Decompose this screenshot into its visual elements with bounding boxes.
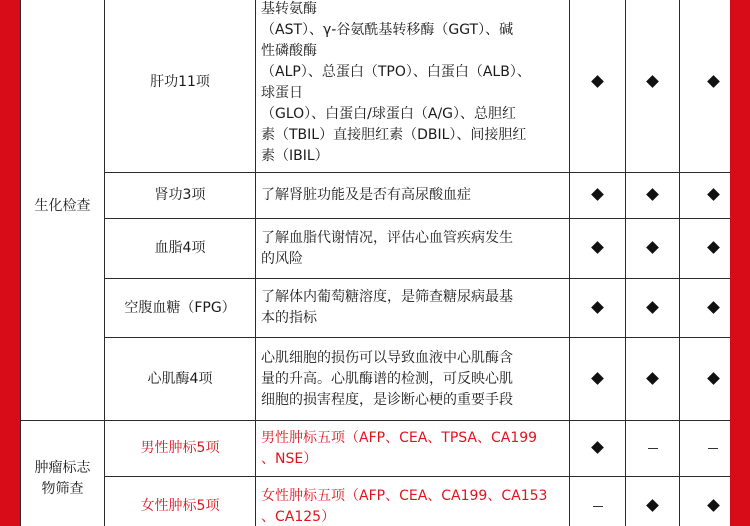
item-label: 肝功11项 xyxy=(150,74,210,90)
description-line: 素（IBIL） xyxy=(261,147,329,164)
description-line: （GLO）、白蛋白/球蛋白（A/G）、总胆红 xyxy=(261,105,517,122)
description-line: 女性肿标五项（AFP、CEA、CA199、CA153 xyxy=(261,487,548,504)
category-biochem xyxy=(21,0,105,421)
description-line: 基转氨酶 xyxy=(261,0,317,17)
item-name xyxy=(105,338,256,421)
item-label: 男性肿标5项 xyxy=(140,440,220,456)
exam-package-table xyxy=(20,0,730,526)
package-3-mark xyxy=(680,421,731,477)
package-3-mark xyxy=(680,0,731,173)
diamond-icon xyxy=(707,75,720,88)
package-3-mark xyxy=(680,219,731,279)
item-name xyxy=(105,477,256,526)
item-name xyxy=(105,279,256,338)
diamond-icon xyxy=(591,188,604,201)
package-2-mark xyxy=(626,0,680,173)
table-row xyxy=(21,477,731,526)
package-3-mark xyxy=(680,338,731,421)
table-row xyxy=(21,173,731,219)
package-3-mark xyxy=(680,279,731,338)
description-line: 量的升高。心肌酶谱的检测，可反映心肌 xyxy=(261,370,513,387)
description-line: 了解血脂代谢情况，评估心血管疾病发生 xyxy=(261,229,513,246)
diamond-icon xyxy=(591,301,604,314)
diamond-icon xyxy=(591,441,604,454)
category-label: 生化检查 xyxy=(34,198,91,214)
description-line: （AST）、γ-谷氨酰基转移酶（GGT）、碱 xyxy=(261,21,514,38)
diamond-icon xyxy=(707,188,720,201)
description-line: 、NSE） xyxy=(261,450,318,467)
description-line: （ALP）、总蛋白（TPO）、白蛋白（ALB）、 xyxy=(261,63,531,80)
item-label: 血脂4项 xyxy=(154,240,206,256)
description-line: 细胞的损害程度，是诊断心梗的重要手段 xyxy=(261,391,513,408)
table-row xyxy=(21,421,731,477)
description-line: 了解肾脏功能及是否有高尿酸血症 xyxy=(261,187,471,203)
package-1-mark xyxy=(570,338,626,421)
diamond-icon xyxy=(646,301,659,314)
category-label: 物筛查 xyxy=(41,480,84,497)
diamond-icon xyxy=(646,241,659,254)
diamond-icon xyxy=(646,499,659,512)
exam-table-frame xyxy=(20,0,730,526)
item-description xyxy=(256,477,570,526)
item-label: 心肌酶4项 xyxy=(147,370,213,387)
description-line: 的风险 xyxy=(261,250,303,267)
item-label: 女性肿标5项 xyxy=(140,498,220,514)
description-line: 球蛋日 xyxy=(261,84,303,101)
item-name xyxy=(105,0,256,173)
description-line: 、CA125） xyxy=(261,508,336,525)
package-1-mark xyxy=(570,219,626,279)
package-1-mark xyxy=(570,477,626,526)
table-row xyxy=(21,219,731,279)
description-line: 了解体内葡萄糖溶度，是筛查糖尿病最基 xyxy=(261,289,513,305)
diamond-icon xyxy=(646,75,659,88)
package-1-mark xyxy=(570,0,626,173)
dash-icon xyxy=(593,506,603,507)
package-2-mark xyxy=(626,421,680,477)
table-row xyxy=(21,0,731,173)
table-row xyxy=(21,338,731,421)
package-2-mark xyxy=(626,477,680,526)
dash-icon xyxy=(648,448,658,449)
description-line: 性磷酸酶 xyxy=(261,42,317,59)
package-1-mark xyxy=(570,421,626,477)
item-description xyxy=(256,279,570,338)
package-2-mark xyxy=(626,219,680,279)
category-label: 肿瘤标志 xyxy=(34,459,91,476)
diamond-icon xyxy=(646,188,659,201)
diamond-icon xyxy=(646,372,659,385)
item-description xyxy=(256,338,570,421)
category-tumor xyxy=(21,421,105,526)
item-name xyxy=(105,173,256,219)
description-line: 本的指标 xyxy=(261,310,317,326)
description-line: 心肌细胞的损伤可以导致血液中心肌酶含 xyxy=(261,349,513,366)
diamond-icon xyxy=(707,499,720,512)
diamond-icon xyxy=(707,372,720,385)
package-3-mark xyxy=(680,173,731,219)
item-description xyxy=(256,219,570,279)
description-line: 素（TBIL）直接胆红素（DBIL）、间接胆红 xyxy=(261,126,527,143)
item-label: 肾功3项 xyxy=(154,187,206,203)
item-description xyxy=(256,173,570,219)
package-2-mark xyxy=(626,338,680,421)
package-3-mark xyxy=(680,477,731,526)
item-name xyxy=(105,421,256,477)
item-description xyxy=(256,0,570,173)
item-name xyxy=(105,219,256,279)
package-1-mark xyxy=(570,173,626,219)
diamond-icon xyxy=(707,241,720,254)
package-2-mark xyxy=(626,279,680,338)
package-2-mark xyxy=(626,173,680,219)
description-line: 男性肿标五项（AFP、CEA、TPSA、CA199 xyxy=(261,429,538,446)
package-1-mark xyxy=(570,279,626,338)
table-row xyxy=(21,279,731,338)
dash-icon xyxy=(708,448,718,449)
diamond-icon xyxy=(591,372,604,385)
diamond-icon xyxy=(591,75,604,88)
item-label: 空腹血糖（FPG） xyxy=(124,299,236,316)
item-description xyxy=(256,421,570,477)
diamond-icon xyxy=(591,241,604,254)
diamond-icon xyxy=(707,301,720,314)
